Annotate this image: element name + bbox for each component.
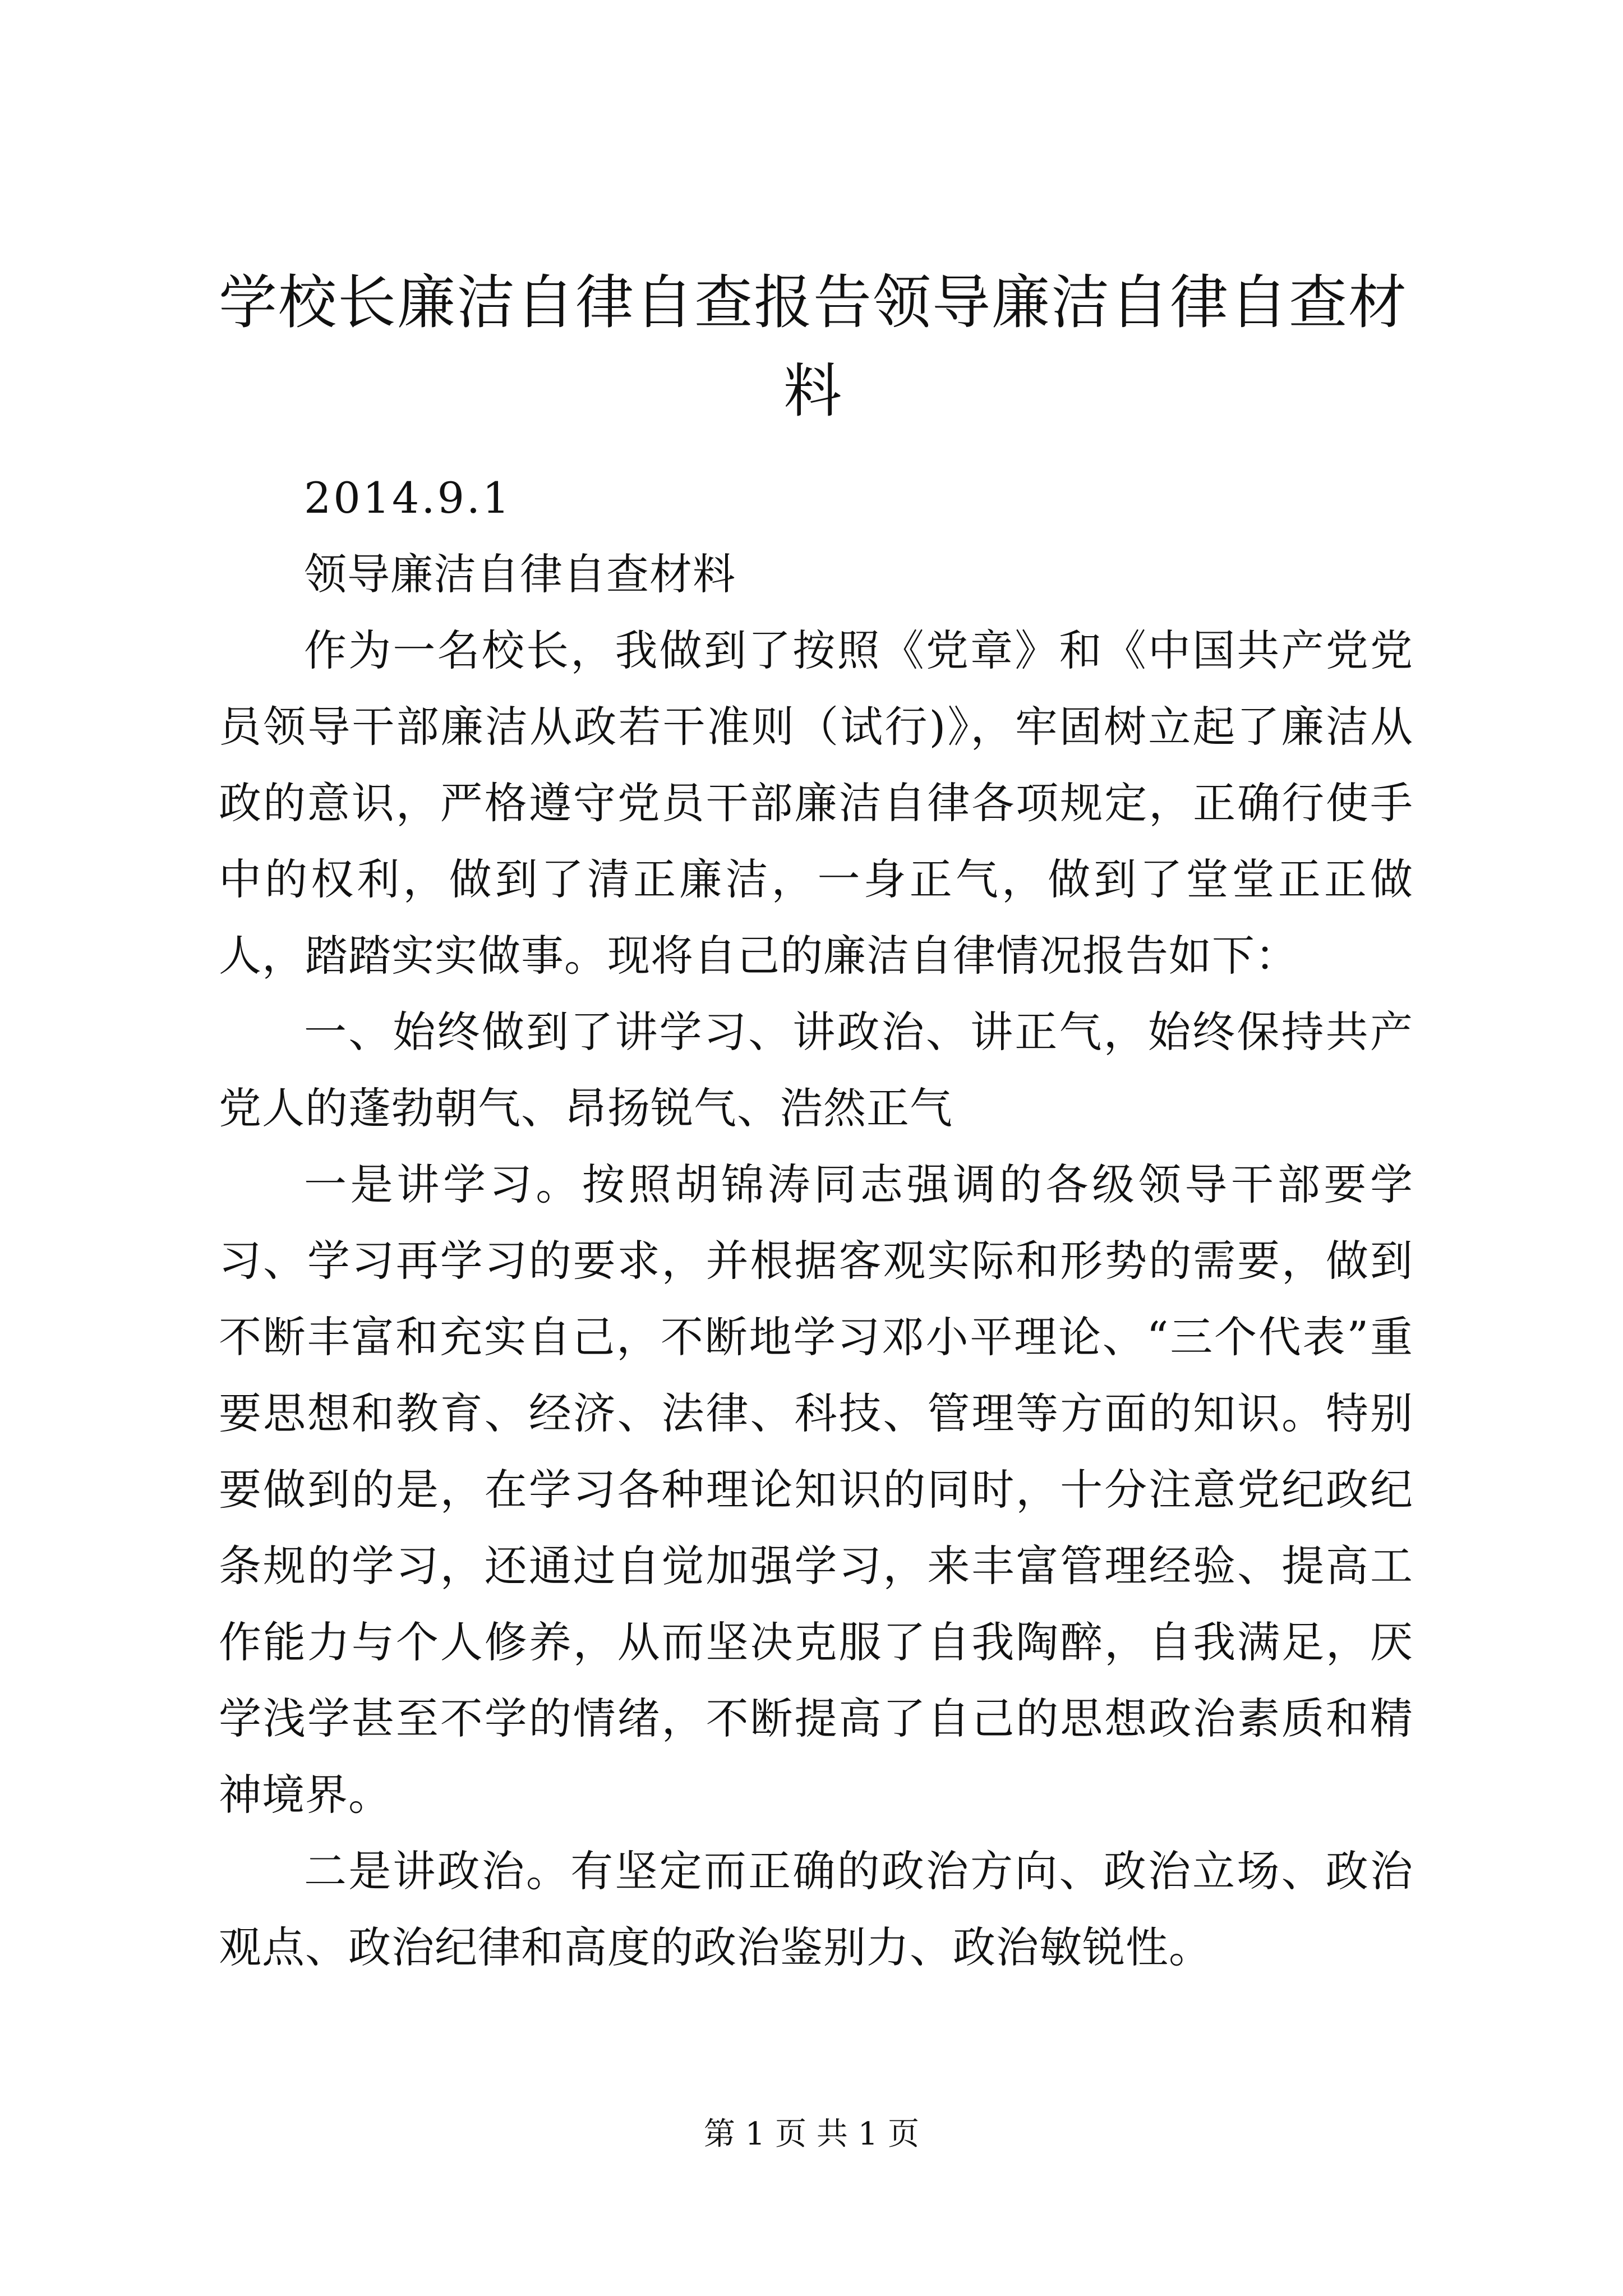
subtitle-paragraph: 领导廉洁自律自查材料 — [304, 549, 736, 599]
document-title: 学校长廉洁自律自查报告领导廉洁自律自查材料 — [218, 268, 1408, 425]
document-body — [219, 460, 1413, 1986]
page-footer: 第 1 页 共 1 页 — [703, 2116, 920, 2152]
body-paragraph: 二是讲政治。有坚定而正确的政治方向、政治立场、政治观点、政治纪律和高度的政治鉴别力、政治敏锐性。 — [219, 1846, 1413, 1972]
date-paragraph: 2014.9.1 — [304, 473, 512, 523]
body-paragraph: 一是讲学习。按照胡锦涛同志强调的各级领导干部要学习、学习再学习的要求，并根据客观实际和形势的需要，做到不断丰富和充实自己，不断地学习邓小平理论、“三个代表”重要思想和教育、经济、法律、科技、管理等方面的知识。特别要做到的是，在学习各种理论知识的同时，十分注意党纪政纪条规的学习，还通过自觉加强学习，来丰富管理经验、提高工作能力与个人修养，从而坚决克服了自我陶醉，自我满足，厌学浅学甚至不学的情绪，不断提高了自己的思想政治素质和精神境界。 — [219, 1159, 1413, 1820]
section-heading: 一、始终做到了讲学习、讲政治、讲正气，始终保持共产党人的蓬勃朝气、昂扬锐气、浩然正气 — [219, 1007, 1413, 1133]
body-paragraph: 作为一名校长，我做到了按照《党章》和《中国共产党党员领导干部廉洁从政若干准则（试行)》，牢固树立起了廉洁从政的意识，严格遵守党员干部廉洁自律各项规定，正确行使手中的权利，做到了清正廉洁，一身正气，做到了堂堂正正做人，踏踏实实做事。现将自己的廉洁自律情况报告如下： — [219, 625, 1413, 981]
